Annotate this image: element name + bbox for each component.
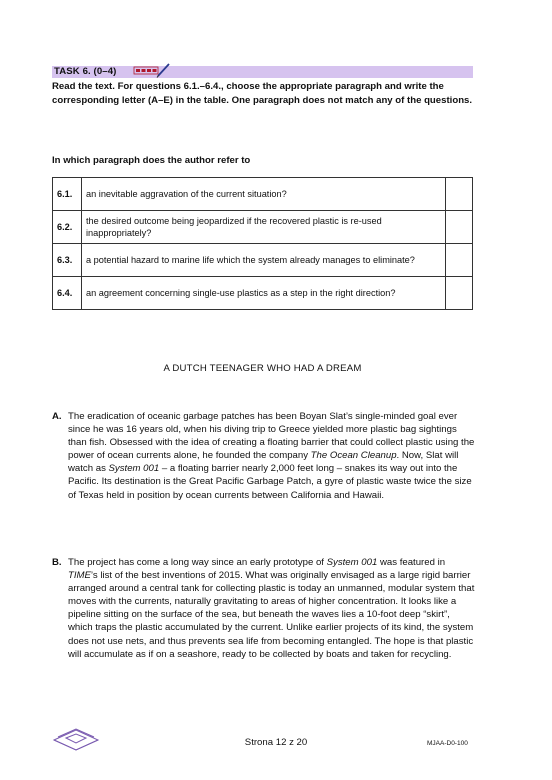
page-number: Strona 12 z 20 (244, 737, 308, 748)
paragraph-italic: The Ocean Cleanup (310, 450, 397, 462)
paragraph-letter: A. (52, 411, 62, 422)
paragraph-text: was featured in (377, 557, 446, 568)
question-text: a potential hazard to marine life which the system already manages to eliminate? (82, 244, 446, 277)
task-instructions: Read the text. For questions 6.1.–6.4., choose the appropriate paragraph and write the corresponding letter (A–E) in the table. One paragraph does not match any of the questions. (52, 81, 473, 106)
paragraph-text: – a floating barrier nearly 2,000 feet long – snakes its way out into the Pacific. Its destination is the Great Pacific Garbage Patch, a gyre of plastic waste twice the size of Texas held in position by ocean currents between California and Hawaii. (68, 463, 472, 501)
answer-cell[interactable] (446, 178, 473, 211)
pencil-icon (133, 62, 173, 80)
question-number: 6.3. (53, 244, 82, 277)
paragraph-a (52, 410, 477, 502)
question-heading: In which paragraph does the author refer to (52, 155, 251, 166)
question-row (53, 244, 473, 277)
paragraph-text: The project has come a long way since an early prototype of (68, 557, 327, 568)
question-number: 6.2. (53, 211, 82, 244)
answer-cell[interactable] (446, 277, 473, 310)
answer-cell[interactable] (446, 244, 473, 277)
paragraph-body (68, 556, 477, 661)
paragraph-italic: System 001 (326, 557, 378, 568)
paragraph-text: ’s list of the best inventions of 2015. What was originally envisaged as a large rigid barrier arranged around a central tank for collecting plastic is today an unmanned, modular system that moves with the currents, naturally gravitating to areas of higher concentration. It looks like a pipeline sitting on the surface of the sea, but beneath the waves lies a 10-foot deep “skirt”, which traps the plastic accumulated by the current. Unlike earlier projects of its kind, the system does not use nets, and thus prevents sea life from becoming entangled. The hope is that plastic will accumulate as if on a seashore, ready to be collected by boats and taken for recycling. (68, 570, 475, 660)
question-text: the desired outcome being jeopardized if the recovered plastic is re-used inappropriately? (82, 211, 446, 244)
question-text: an agreement concerning single-use plastics as a step in the right direction? (82, 277, 446, 310)
question-number: 6.1. (53, 178, 82, 211)
paragraph-text: The eradication of oceanic garbage patches has been Boyan Slat’s single-minded goal ever since he was 16 years old, when his diving trip to Greece yielded more plastic bag sightings than fish. Obsessed with the idea of creating a floating barrier that could collect plastic using the power of ocean currents alone, he founded the company (68, 411, 475, 462)
paragraph-text: . Now, Slat will watch as (68, 450, 459, 475)
document-code: MJAA-D0-100 (427, 740, 468, 747)
answer-table (52, 177, 473, 310)
task-title: TASK 6. (0–4) (54, 65, 117, 77)
paragraph-italic: System 001 (108, 463, 160, 475)
answer-cell[interactable] (446, 211, 473, 244)
paragraph-b (52, 556, 477, 661)
question-text: an inevitable aggravation of the current situation? (82, 178, 446, 211)
article-title: A DUTCH TEENAGER WHO HAD A DREAM (163, 363, 362, 374)
question-number: 6.4. (53, 277, 82, 310)
paragraph-body (68, 410, 477, 502)
paragraph-letter: B. (52, 557, 62, 568)
paragraph-italic: TIME (68, 570, 91, 582)
question-row (53, 211, 473, 244)
question-row (53, 178, 473, 211)
question-row (53, 277, 473, 310)
